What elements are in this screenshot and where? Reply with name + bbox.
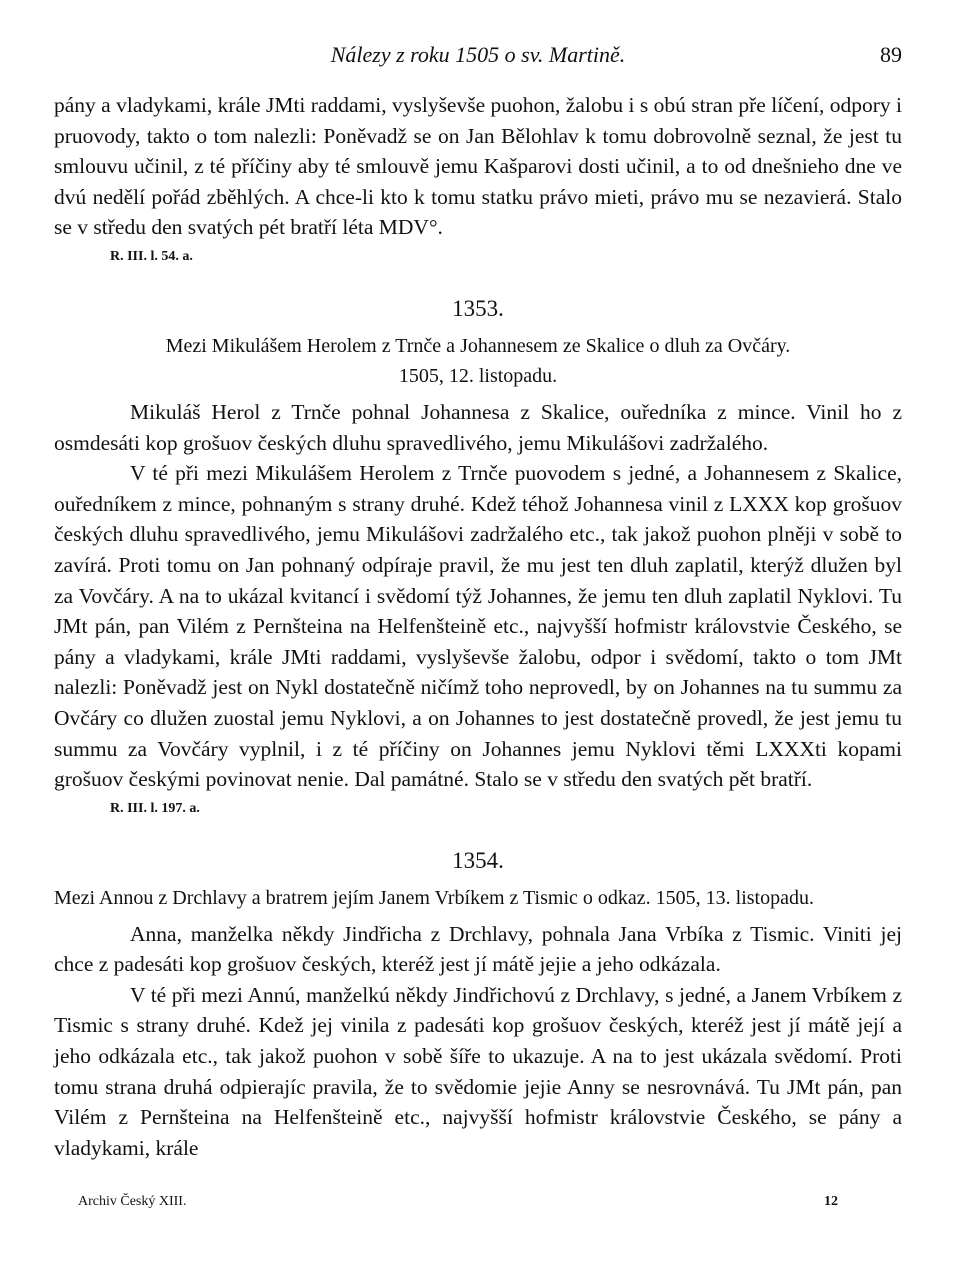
page-number: 89: [880, 42, 902, 67]
entry-paragraph: Mikuláš Herol z Trnče pohnal Johannesa z Skalice, ouředníka z mince. Vinil ho z osmdesáti kop grošuov českých dluhu spravedlivého, jemu Mikulášovi zadržalého.: [54, 399, 902, 455]
archive-signature: R. III. l. 197. a.: [110, 800, 200, 816]
running-title: Nálezy z roku 1505 o sv. Martině.: [330, 42, 626, 67]
entry-paragraph: Anna, manželka někdy Jindřicha z Drchlavy, pohnala Jana Vrbíka z Tismic. Viniti jej chce z padesáti kop grošuov českých, kteréž jest jí mátě jejie a jeho odkázala.: [54, 921, 902, 977]
entry-paragraph: V té při mezi Annú, manželkú někdy Jindřichovú z Drchlavy, s jedné, a Janem Vrbíkem z Tismic s strany druhé. Kdež jej vinila z padesáti kop grošuov českých, kteréž jest jí mátě její a jeho odkázala etc., tak jakož puohon v sobě šíře to ukazuje. A na to jest ukázala svědomí. Proti tomu strana druhá odpierajíc pravila, že to svědomie jejie Anny se nesrovnává. Tu JMt pán, pan Vilém z Pernšteina na Helfenšteině etc., najvyšší hofmistr královstvie Českého, se pány a vladykami, krále: [54, 982, 902, 1160]
page-content: [54, 90, 902, 1163]
entry-summary: Mezi Mikulášem Herolem z Trnče a Johannesem ze Skalice o dluh za Ovčáry.: [165, 334, 791, 357]
entry-number: 1353.: [452, 295, 504, 321]
entry-1354: [54, 845, 902, 1164]
entry-1353: [54, 293, 902, 823]
entry-number: 1354.: [452, 847, 504, 873]
page-header: [54, 38, 902, 72]
entry-date: 1505, 12. listopadu.: [398, 364, 558, 387]
page-footer: [78, 1190, 838, 1214]
footer-source: Archiv Český XIII.: [78, 1194, 187, 1209]
intro-paragraph: pány a vladykami, krále JMti raddami, vyslyševše puohon, žalobu i s obú stran pře líčení, odpory i pruovody, takto o tom nalezli: Poněvadž se on Jan Bělohlav k tomu dobrovolně seznal, že jest tu smlouvu učinil, z té příčiny aby té smlouvě jemu Kašparovi dosti učinil, a to od dnešnieho dne ve dvú nedělí pořád zběhlých. A chce-li kto k tomu statku právo mieti, právo mu se nezavierá. Stalo se v středu den svatých pét bratří léta MDV°.: [54, 93, 902, 240]
entry-summary: Mezi Annou z Drchlavy a bratrem jejím Janem Vrbíkem z Tismic o odkaz. 1505, 13. listopadu.: [54, 886, 814, 909]
entry-paragraph: V té při mezi Mikulášem Herolem z Trnče puovodem s jedné, a Johannesem z Skalice, ouředníkem z mince, pohnaným s strany druhé. Kdež téhož Johannesa vinil z LXXX kop grošuov českých dluhu spravedlivého, jemu Mikulášovi zadržalého etc., tak jakož puohon plněji v sobě to zavírá. Proti tomu on Jan pohnaný odpíraje pravil, že mu jest ten dluh zaplatil, kterýž dlužen byl za Vovčáry. A na to ukázal kvitancí i svědomí týž Johannes, že jemu ten dluh zaplatil Nyklovi. Tu JMt pán, pan Vilém z Pernšteina na Helfenšteině etc., najvyšší hofmistr královstvie Českého, se pány a vladykami, krále JMti raddami, vyslyševše žalobu, odpor i svědomí, takto o tom JMt nalezli: Poněvadž jest on Nykl dostatečně ničímž toho neprovedl, by on Johannes na tu summu za Ovčáry co dlužen zuostal jemu Nyklovi, a on Johannes to jest dostatečně provedl, že jest jemu tu summu za Vovčáry vyplnil, i z té příčiny on Johannes jemu Nyklovi těmi LXXXti kopami grošuov českými povinovat nenie. Dal památné. Stalo se v středu den svatých pět bratří.: [54, 461, 902, 792]
archive-signature: R. III. l. 54. a.: [110, 248, 193, 264]
footer-sheet-number: 12: [824, 1194, 838, 1209]
